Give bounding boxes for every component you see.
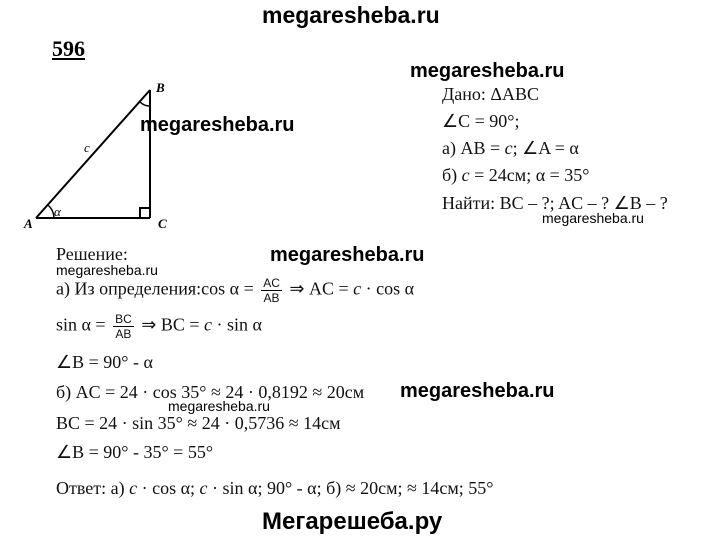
solution-line-sin: sin α = $\frac{BC}{AB}$ ⇒ BC = c · sin α (56, 312, 262, 341)
problem-number: 596 (52, 36, 85, 61)
right-angle-marker (140, 208, 150, 218)
given-line-3: а) AB = c; ∠A = α (442, 138, 579, 158)
solution-heading: Решение: (56, 244, 128, 264)
answer-line: Ответ: а) c · cos α; c · sin α; 90° - α; б) ≈ 20см; ≈ 14см; 55° (56, 478, 494, 498)
fraction-ac-ab: $\frac{AC}{AB}$ (263, 276, 280, 305)
solution-watermark: megaresheba.ru (270, 244, 425, 266)
answer-watermark: megaresheba.ru (400, 380, 555, 402)
given-line-5: Найти: BC – ?; AC – ? ∠B – ? (442, 193, 668, 213)
solution-small-watermark: megaresheba.ru (56, 262, 158, 278)
fraction-bc-ab: $\frac{BC}{AB}$ (115, 312, 132, 341)
vertex-c-label: C (158, 216, 167, 231)
side-ab (36, 90, 150, 218)
solution-line-a: а) Из определения:cos α = $\frac{AC}{AB}$ ⇒ AC = c · cos α (56, 276, 415, 305)
header-watermark: megaresheba.ru (262, 2, 440, 28)
footer-watermark: Мегарешеба.ру (262, 508, 443, 535)
middle-small-watermark: megaresheba.ru (168, 398, 270, 414)
triangle-figure (20, 78, 170, 238)
vertex-b-label: B (156, 80, 165, 95)
angle-b-arc (140, 102, 150, 106)
given-line-1: Дано: ΔABC (442, 84, 539, 104)
given-watermark: megaresheba.ru (410, 60, 565, 82)
solution-b-line-1: б) AC = 24 · cos 35° ≈ 24 · 0,8192 ≈ 20см (56, 382, 365, 402)
solution-angle-b: ∠B = 90° - α (56, 352, 153, 372)
given-line-4: б) c = 24см; α = 35° (442, 165, 590, 185)
angle-alpha-label: α (54, 204, 61, 219)
side-c-label: c (84, 140, 90, 155)
solution-b-line-3: ∠B = 90° - 35° = 55° (56, 442, 214, 462)
given-small-watermark: megaresheba.ru (542, 210, 644, 226)
solution-b-line-2: BC = 24 · sin 35° ≈ 24 · 0,5736 ≈ 14см (56, 413, 341, 433)
given-line-2: ∠C = 90°; (442, 111, 520, 131)
figure-watermark: megaresheba.ru (140, 114, 295, 136)
vertex-a-label: A (24, 216, 33, 231)
